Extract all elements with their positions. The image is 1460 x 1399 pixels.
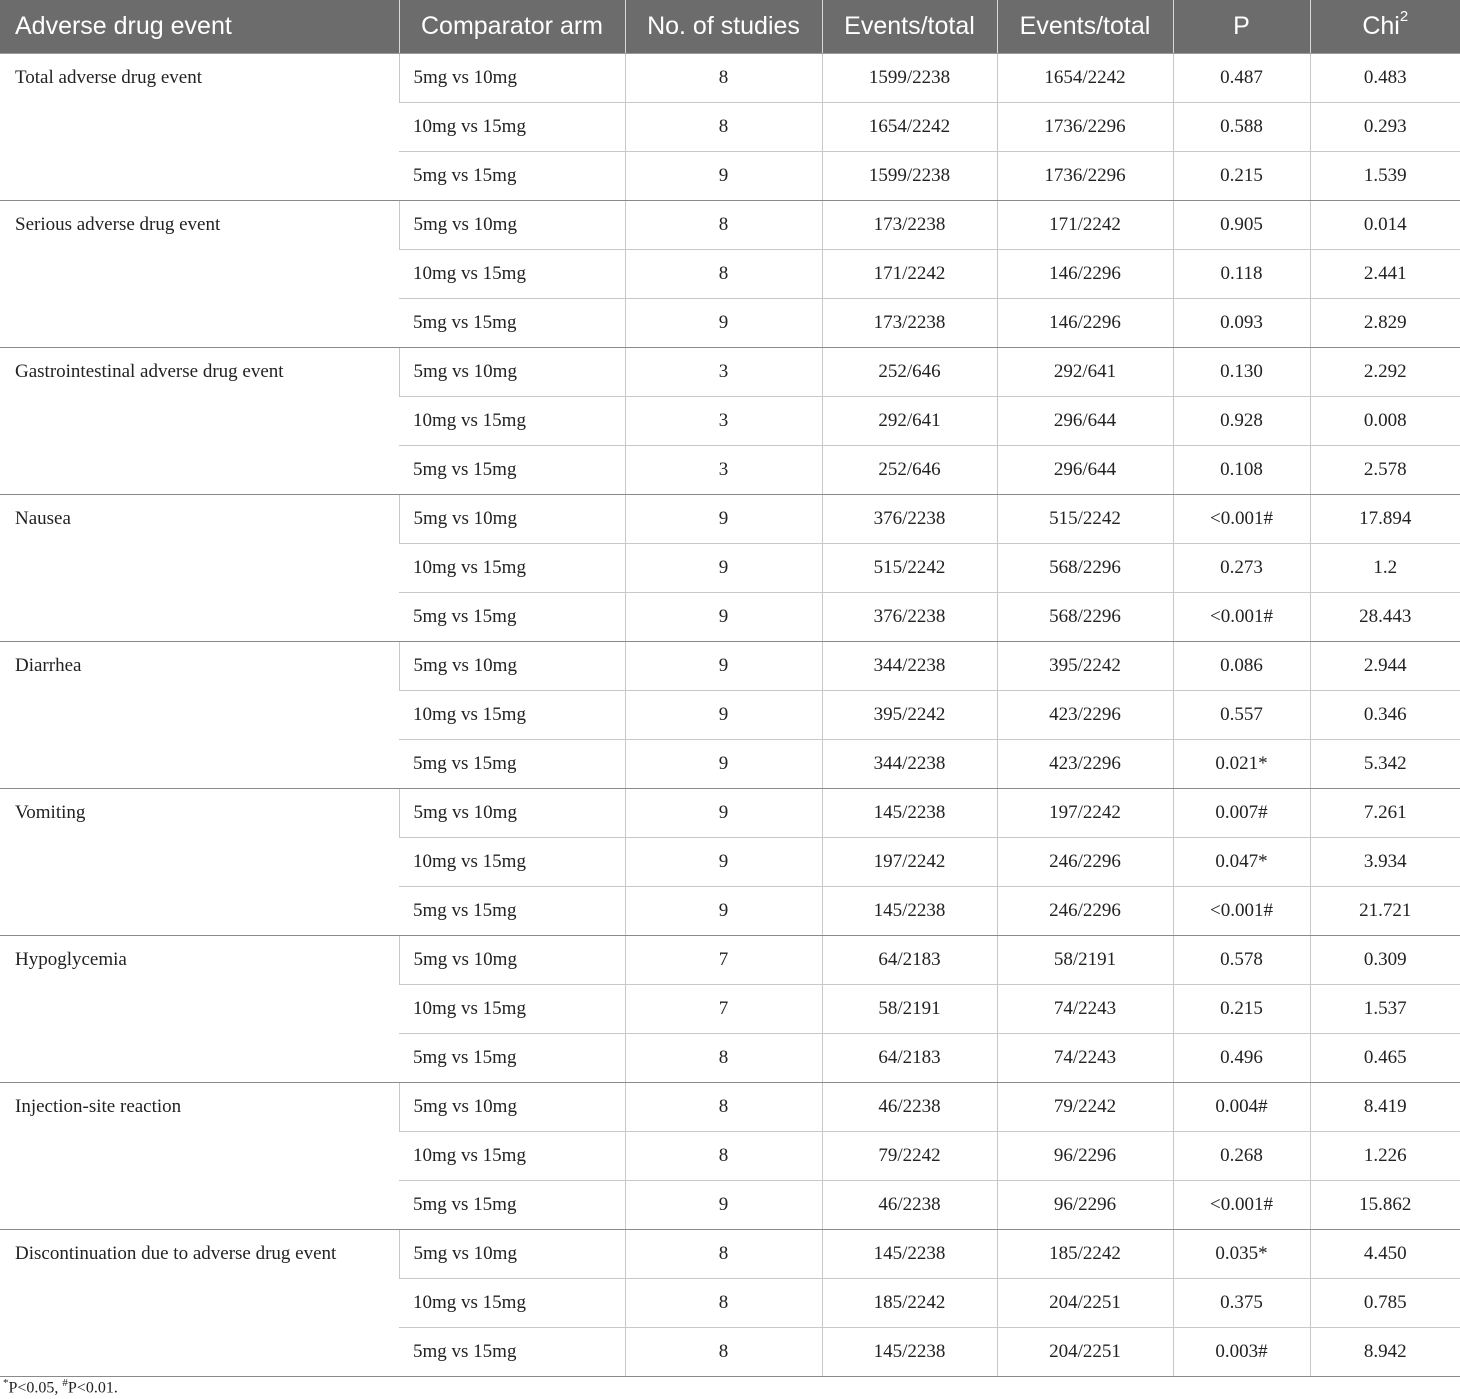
events-total-2-cell: 79/2242 xyxy=(997,1082,1173,1131)
no-of-studies-cell: 9 xyxy=(625,739,822,788)
adverse-event-name-cell: Serious adverse drug event xyxy=(0,200,399,347)
footnote-text-1: P<0.05, xyxy=(8,1379,63,1397)
events-total-2-cell: 1736/2296 xyxy=(997,102,1173,151)
chi2-cell: 5.342 xyxy=(1310,739,1460,788)
no-of-studies-cell: 8 xyxy=(625,200,822,249)
no-of-studies-cell: 8 xyxy=(625,1131,822,1180)
events-total-2-cell: 423/2296 xyxy=(997,690,1173,739)
comparator-arm-cell: 10mg vs 15mg xyxy=(399,1131,625,1180)
no-of-studies-cell: 9 xyxy=(625,1180,822,1229)
chi2-cell: 0.483 xyxy=(1310,53,1460,102)
table-row xyxy=(0,53,1460,102)
no-of-studies-cell: 8 xyxy=(625,1327,822,1376)
events-total-2-cell: 197/2242 xyxy=(997,788,1173,837)
chi2-cell: 2.578 xyxy=(1310,445,1460,494)
events-total-1-cell: 64/2183 xyxy=(822,935,997,984)
adverse-event-name-cell: Discontinuation due to adverse drug event xyxy=(0,1229,399,1376)
chi2-cell: 7.261 xyxy=(1310,788,1460,837)
footnote-symbol-1: * xyxy=(3,1377,9,1389)
comparator-arm-cell: 5mg vs 10mg xyxy=(399,641,625,690)
events-total-1-cell: 145/2238 xyxy=(822,1327,997,1376)
events-total-2-cell: 515/2242 xyxy=(997,494,1173,543)
adverse-event-name-cell: Hypoglycemia xyxy=(0,935,399,1082)
events-total-2-cell: 204/2251 xyxy=(997,1327,1173,1376)
comparator-arm-cell: 5mg vs 10mg xyxy=(399,1082,625,1131)
comparator-arm-cell: 5mg vs 15mg xyxy=(399,445,625,494)
events-total-1-cell: 344/2238 xyxy=(822,739,997,788)
events-total-2-cell: 96/2296 xyxy=(997,1131,1173,1180)
no-of-studies-cell: 8 xyxy=(625,1278,822,1327)
adverse-event-name-cell: Gastrointestinal adverse drug event xyxy=(0,347,399,494)
footnote xyxy=(3,1377,118,1397)
p-value-cell: 0.086 xyxy=(1173,641,1310,690)
table-row xyxy=(0,200,1460,249)
header-chi-base: Chi xyxy=(1362,11,1400,40)
events-total-1-cell: 145/2238 xyxy=(822,1229,997,1278)
header-chi2 xyxy=(1310,0,1460,53)
no-of-studies-cell: 3 xyxy=(625,396,822,445)
p-value-cell: 0.557 xyxy=(1173,690,1310,739)
events-total-2-cell: 96/2296 xyxy=(997,1180,1173,1229)
events-total-2-cell: 395/2242 xyxy=(997,641,1173,690)
p-value-cell: 0.035* xyxy=(1173,1229,1310,1278)
comparator-arm-cell: 5mg vs 15mg xyxy=(399,298,625,347)
header-events-total-2: Events/total xyxy=(997,0,1173,53)
comparator-arm-cell: 5mg vs 10mg xyxy=(399,200,625,249)
events-total-1-cell: 173/2238 xyxy=(822,200,997,249)
comparator-arm-cell: 10mg vs 15mg xyxy=(399,543,625,592)
comparator-arm-cell: 5mg vs 10mg xyxy=(399,1229,625,1278)
events-total-1-cell: 515/2242 xyxy=(822,543,997,592)
header-row xyxy=(0,0,1460,53)
events-total-2-cell: 296/644 xyxy=(997,445,1173,494)
events-total-1-cell: 64/2183 xyxy=(822,1033,997,1082)
no-of-studies-cell: 7 xyxy=(625,984,822,1033)
p-value-cell: 0.268 xyxy=(1173,1131,1310,1180)
comparator-arm-cell: 5mg vs 15mg xyxy=(399,1327,625,1376)
events-total-1-cell: 171/2242 xyxy=(822,249,997,298)
chi2-cell: 4.450 xyxy=(1310,1229,1460,1278)
events-total-1-cell: 173/2238 xyxy=(822,298,997,347)
p-value-cell: 0.928 xyxy=(1173,396,1310,445)
comparator-arm-cell: 10mg vs 15mg xyxy=(399,249,625,298)
no-of-studies-cell: 9 xyxy=(625,494,822,543)
comparator-arm-cell: 5mg vs 15mg xyxy=(399,886,625,935)
header-no-of-studies: No. of studies xyxy=(625,0,822,53)
events-total-2-cell: 58/2191 xyxy=(997,935,1173,984)
p-value-cell: <0.001# xyxy=(1173,886,1310,935)
events-total-2-cell: 1654/2242 xyxy=(997,53,1173,102)
p-value-cell: 0.108 xyxy=(1173,445,1310,494)
comparator-arm-cell: 5mg vs 15mg xyxy=(399,151,625,200)
events-total-1-cell: 252/646 xyxy=(822,347,997,396)
no-of-studies-cell: 9 xyxy=(625,592,822,641)
table-row xyxy=(0,935,1460,984)
events-total-1-cell: 46/2238 xyxy=(822,1180,997,1229)
no-of-studies-cell: 3 xyxy=(625,445,822,494)
footnote-symbol-2: # xyxy=(62,1377,68,1389)
p-value-cell: <0.001# xyxy=(1173,1180,1310,1229)
events-total-2-cell: 568/2296 xyxy=(997,543,1173,592)
table-row xyxy=(0,1229,1460,1278)
comparator-arm-cell: 5mg vs 10mg xyxy=(399,53,625,102)
table-row xyxy=(0,1082,1460,1131)
chi2-cell: 8.419 xyxy=(1310,1082,1460,1131)
no-of-studies-cell: 8 xyxy=(625,53,822,102)
table-row xyxy=(0,347,1460,396)
chi2-cell: 0.014 xyxy=(1310,200,1460,249)
chi2-cell: 2.292 xyxy=(1310,347,1460,396)
events-total-2-cell: 146/2296 xyxy=(997,249,1173,298)
events-total-1-cell: 252/646 xyxy=(822,445,997,494)
p-value-cell: 0.093 xyxy=(1173,298,1310,347)
chi2-cell: 2.829 xyxy=(1310,298,1460,347)
events-total-2-cell: 74/2243 xyxy=(997,984,1173,1033)
events-total-1-cell: 58/2191 xyxy=(822,984,997,1033)
table-body xyxy=(0,53,1460,1376)
events-total-1-cell: 344/2238 xyxy=(822,641,997,690)
comparator-arm-cell: 5mg vs 15mg xyxy=(399,1033,625,1082)
p-value-cell: 0.130 xyxy=(1173,347,1310,396)
comparator-arm-cell: 5mg vs 15mg xyxy=(399,739,625,788)
comparator-arm-cell: 5mg vs 10mg xyxy=(399,347,625,396)
comparator-arm-cell: 10mg vs 15mg xyxy=(399,690,625,739)
comparator-arm-cell: 5mg vs 15mg xyxy=(399,1180,625,1229)
footnote-text-2: P<0.01. xyxy=(67,1379,118,1397)
adverse-event-name-cell: Injection-site reaction xyxy=(0,1082,399,1229)
no-of-studies-cell: 3 xyxy=(625,347,822,396)
chi2-cell: 0.293 xyxy=(1310,102,1460,151)
p-value-cell: 0.003# xyxy=(1173,1327,1310,1376)
no-of-studies-cell: 9 xyxy=(625,151,822,200)
p-value-cell: <0.001# xyxy=(1173,494,1310,543)
events-total-1-cell: 145/2238 xyxy=(822,886,997,935)
comparator-arm-cell: 10mg vs 15mg xyxy=(399,396,625,445)
p-value-cell: 0.487 xyxy=(1173,53,1310,102)
chi2-cell: 0.346 xyxy=(1310,690,1460,739)
no-of-studies-cell: 9 xyxy=(625,298,822,347)
p-value-cell: 0.118 xyxy=(1173,249,1310,298)
chi2-cell: 1.539 xyxy=(1310,151,1460,200)
p-value-cell: 0.047* xyxy=(1173,837,1310,886)
events-total-1-cell: 376/2238 xyxy=(822,592,997,641)
adverse-event-name-cell: Diarrhea xyxy=(0,641,399,788)
events-total-2-cell: 74/2243 xyxy=(997,1033,1173,1082)
p-value-cell: 0.578 xyxy=(1173,935,1310,984)
no-of-studies-cell: 9 xyxy=(625,543,822,592)
p-value-cell: 0.588 xyxy=(1173,102,1310,151)
comparator-arm-cell: 10mg vs 15mg xyxy=(399,984,625,1033)
events-total-1-cell: 145/2238 xyxy=(822,788,997,837)
events-total-2-cell: 423/2296 xyxy=(997,739,1173,788)
events-total-2-cell: 246/2296 xyxy=(997,837,1173,886)
no-of-studies-cell: 8 xyxy=(625,1082,822,1131)
events-total-1-cell: 395/2242 xyxy=(822,690,997,739)
events-total-2-cell: 568/2296 xyxy=(997,592,1173,641)
events-total-2-cell: 146/2296 xyxy=(997,298,1173,347)
no-of-studies-cell: 8 xyxy=(625,1033,822,1082)
chi2-cell: 3.934 xyxy=(1310,837,1460,886)
comparator-arm-cell: 10mg vs 15mg xyxy=(399,102,625,151)
events-total-1-cell: 1599/2238 xyxy=(822,53,997,102)
header-chi-sup: 2 xyxy=(1399,8,1409,26)
chi2-cell: 0.309 xyxy=(1310,935,1460,984)
events-total-1-cell: 185/2242 xyxy=(822,1278,997,1327)
p-value-cell: 0.007# xyxy=(1173,788,1310,837)
p-value-cell: 0.215 xyxy=(1173,984,1310,1033)
chi2-cell: 1.226 xyxy=(1310,1131,1460,1180)
events-total-1-cell: 1654/2242 xyxy=(822,102,997,151)
p-value-cell: 0.496 xyxy=(1173,1033,1310,1082)
events-total-2-cell: 246/2296 xyxy=(997,886,1173,935)
adverse-event-name-cell: Nausea xyxy=(0,494,399,641)
events-total-2-cell: 204/2251 xyxy=(997,1278,1173,1327)
events-total-2-cell: 292/641 xyxy=(997,347,1173,396)
comparator-arm-cell: 5mg vs 10mg xyxy=(399,494,625,543)
p-value-cell: 0.375 xyxy=(1173,1278,1310,1327)
no-of-studies-cell: 8 xyxy=(625,102,822,151)
events-total-2-cell: 171/2242 xyxy=(997,200,1173,249)
events-total-1-cell: 79/2242 xyxy=(822,1131,997,1180)
events-total-2-cell: 296/644 xyxy=(997,396,1173,445)
events-total-1-cell: 197/2242 xyxy=(822,837,997,886)
no-of-studies-cell: 9 xyxy=(625,641,822,690)
events-total-1-cell: 1599/2238 xyxy=(822,151,997,200)
no-of-studies-cell: 9 xyxy=(625,690,822,739)
p-value-cell: 0.273 xyxy=(1173,543,1310,592)
no-of-studies-cell: 9 xyxy=(625,837,822,886)
chi2-cell: 8.942 xyxy=(1310,1327,1460,1376)
events-total-1-cell: 376/2238 xyxy=(822,494,997,543)
p-value-cell: 0.215 xyxy=(1173,151,1310,200)
no-of-studies-cell: 9 xyxy=(625,886,822,935)
header-comparator-arm: Comparator arm xyxy=(399,0,625,53)
no-of-studies-cell: 8 xyxy=(625,1229,822,1278)
adverse-event-name-cell: Total adverse drug event xyxy=(0,53,399,200)
events-total-1-cell: 292/641 xyxy=(822,396,997,445)
chi2-cell: 2.944 xyxy=(1310,641,1460,690)
comparator-arm-cell: 10mg vs 15mg xyxy=(399,837,625,886)
comparator-arm-cell: 5mg vs 10mg xyxy=(399,788,625,837)
table-row xyxy=(0,494,1460,543)
comparator-arm-cell: 5mg vs 15mg xyxy=(399,592,625,641)
header-p: P xyxy=(1173,0,1310,53)
header-event: Adverse drug event xyxy=(0,0,399,53)
chi2-cell: 15.862 xyxy=(1310,1180,1460,1229)
chi2-cell: 17.894 xyxy=(1310,494,1460,543)
chi2-cell: 1.537 xyxy=(1310,984,1460,1033)
p-value-cell: 0.004# xyxy=(1173,1082,1310,1131)
header-events-total-1: Events/total xyxy=(822,0,997,53)
chi2-cell: 0.465 xyxy=(1310,1033,1460,1082)
events-total-2-cell: 1736/2296 xyxy=(997,151,1173,200)
table-row xyxy=(0,788,1460,837)
comparator-arm-cell: 5mg vs 10mg xyxy=(399,935,625,984)
no-of-studies-cell: 9 xyxy=(625,788,822,837)
chi2-cell: 0.785 xyxy=(1310,1278,1460,1327)
chi2-cell: 1.2 xyxy=(1310,543,1460,592)
chi2-cell: 2.441 xyxy=(1310,249,1460,298)
p-value-cell: 0.021* xyxy=(1173,739,1310,788)
chi2-cell: 21.721 xyxy=(1310,886,1460,935)
p-value-cell: <0.001# xyxy=(1173,592,1310,641)
p-value-cell: 0.905 xyxy=(1173,200,1310,249)
no-of-studies-cell: 8 xyxy=(625,249,822,298)
events-total-1-cell: 46/2238 xyxy=(822,1082,997,1131)
no-of-studies-cell: 7 xyxy=(625,935,822,984)
events-total-2-cell: 185/2242 xyxy=(997,1229,1173,1278)
chi2-cell: 28.443 xyxy=(1310,592,1460,641)
adverse-event-name-cell: Vomiting xyxy=(0,788,399,935)
table-header xyxy=(0,0,1460,53)
comparator-arm-cell: 10mg vs 15mg xyxy=(399,1278,625,1327)
chi2-cell: 0.008 xyxy=(1310,396,1460,445)
table-row xyxy=(0,641,1460,690)
